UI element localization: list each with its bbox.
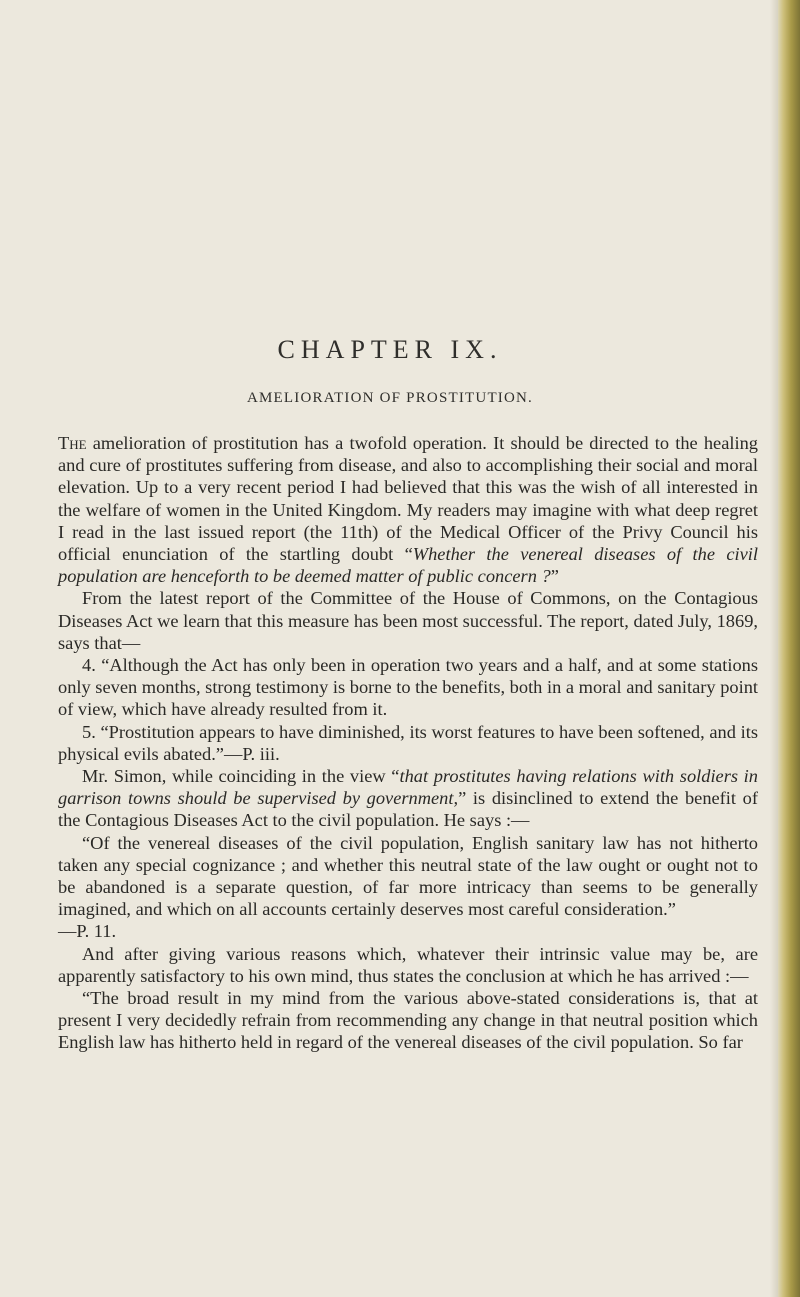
page-gutter-shadow [770,0,778,1297]
paragraph-1 [58,432,758,587]
chapter-body [58,432,758,1054]
paragraph-7: And after giving various reasons which, whatever their intrinsic value may be, are apparently satisfactory to his own mind, thus states the conclusion at which he has arrived :— [58,943,758,986]
paragraph-4: 5. “Prostitution appears to have diminished, its worst features to have been softened, and its physical evils abated.”—P. iii. [58,721,758,764]
paragraph-tail: ” [550,566,559,587]
paragraph-lead-word: The [58,433,87,453]
paragraph-6: “Of the venereal diseases of the civil population, English sanitary law has not hitherto taken any special cognizance ; and whether this neutral state of the law ought or ought not to be abandoned is a separate question, of far more intricacy than seems to be generally imagined, and which on all accounts certainly deserves most careful consideration.” [58,832,758,920]
paragraph-3: 4. “Although the Act has only been in operation two years and a half, and at some stations only seven months, strong testimony is borne to the benefits, both in a moral and sanitary point of view, which have already resulted from it. [58,655,758,720]
paragraph-text: ” is disinclined to extend the benefit of the Contagious Diseases Act to the civil population. He says :— [58,788,758,831]
paragraph-2: From the latest report of the Committee of the House of Commons, on the Contagious Diseases Act we learn that this measure has been most successful. The report, dated July, 1869, says that— [58,588,758,653]
chapter-title: CHAPTER IX. [277,335,503,364]
chapter-subtitle: AMELIORATION OF PROSTITUTION. [246,390,534,406]
paragraph-5 [58,765,758,832]
paragraph-quote: Whether the venereal diseases of the civil population are henceforth to be deemed matter of public concern ? [58,544,758,587]
paragraph-text: amelioration of prostitution has a twofold operation. It should be directed to the healing and cure of prostitutes suffering from disease, and also to accomplishing their social and moral elevation. Up to a very recent period I had believed that this was the wish of all interested in the welfare of women in the United Kingdom. My readers may imagine with what deep regret I read in the last issued report (the 11th) of the Medical Officer of the Privy Council his official enunciation of the startling doubt “ [58,433,758,565]
page-edge [778,0,800,1297]
paragraph-quote: that prostitutes having relations with soldiers in garrison towns should be supervised by government, [58,766,758,809]
paragraph-text: Mr. Simon, while coinciding in the view “ [82,766,400,787]
page-reference: —P. 11. [58,921,117,942]
paragraph-8: “The broad result in my mind from the various above-stated considerations is, that at present I very decidedly refrain from recommending any change in that neutral position which English law has hitherto held in regard of the venereal diseases of the civil population. So far [58,988,758,1053]
